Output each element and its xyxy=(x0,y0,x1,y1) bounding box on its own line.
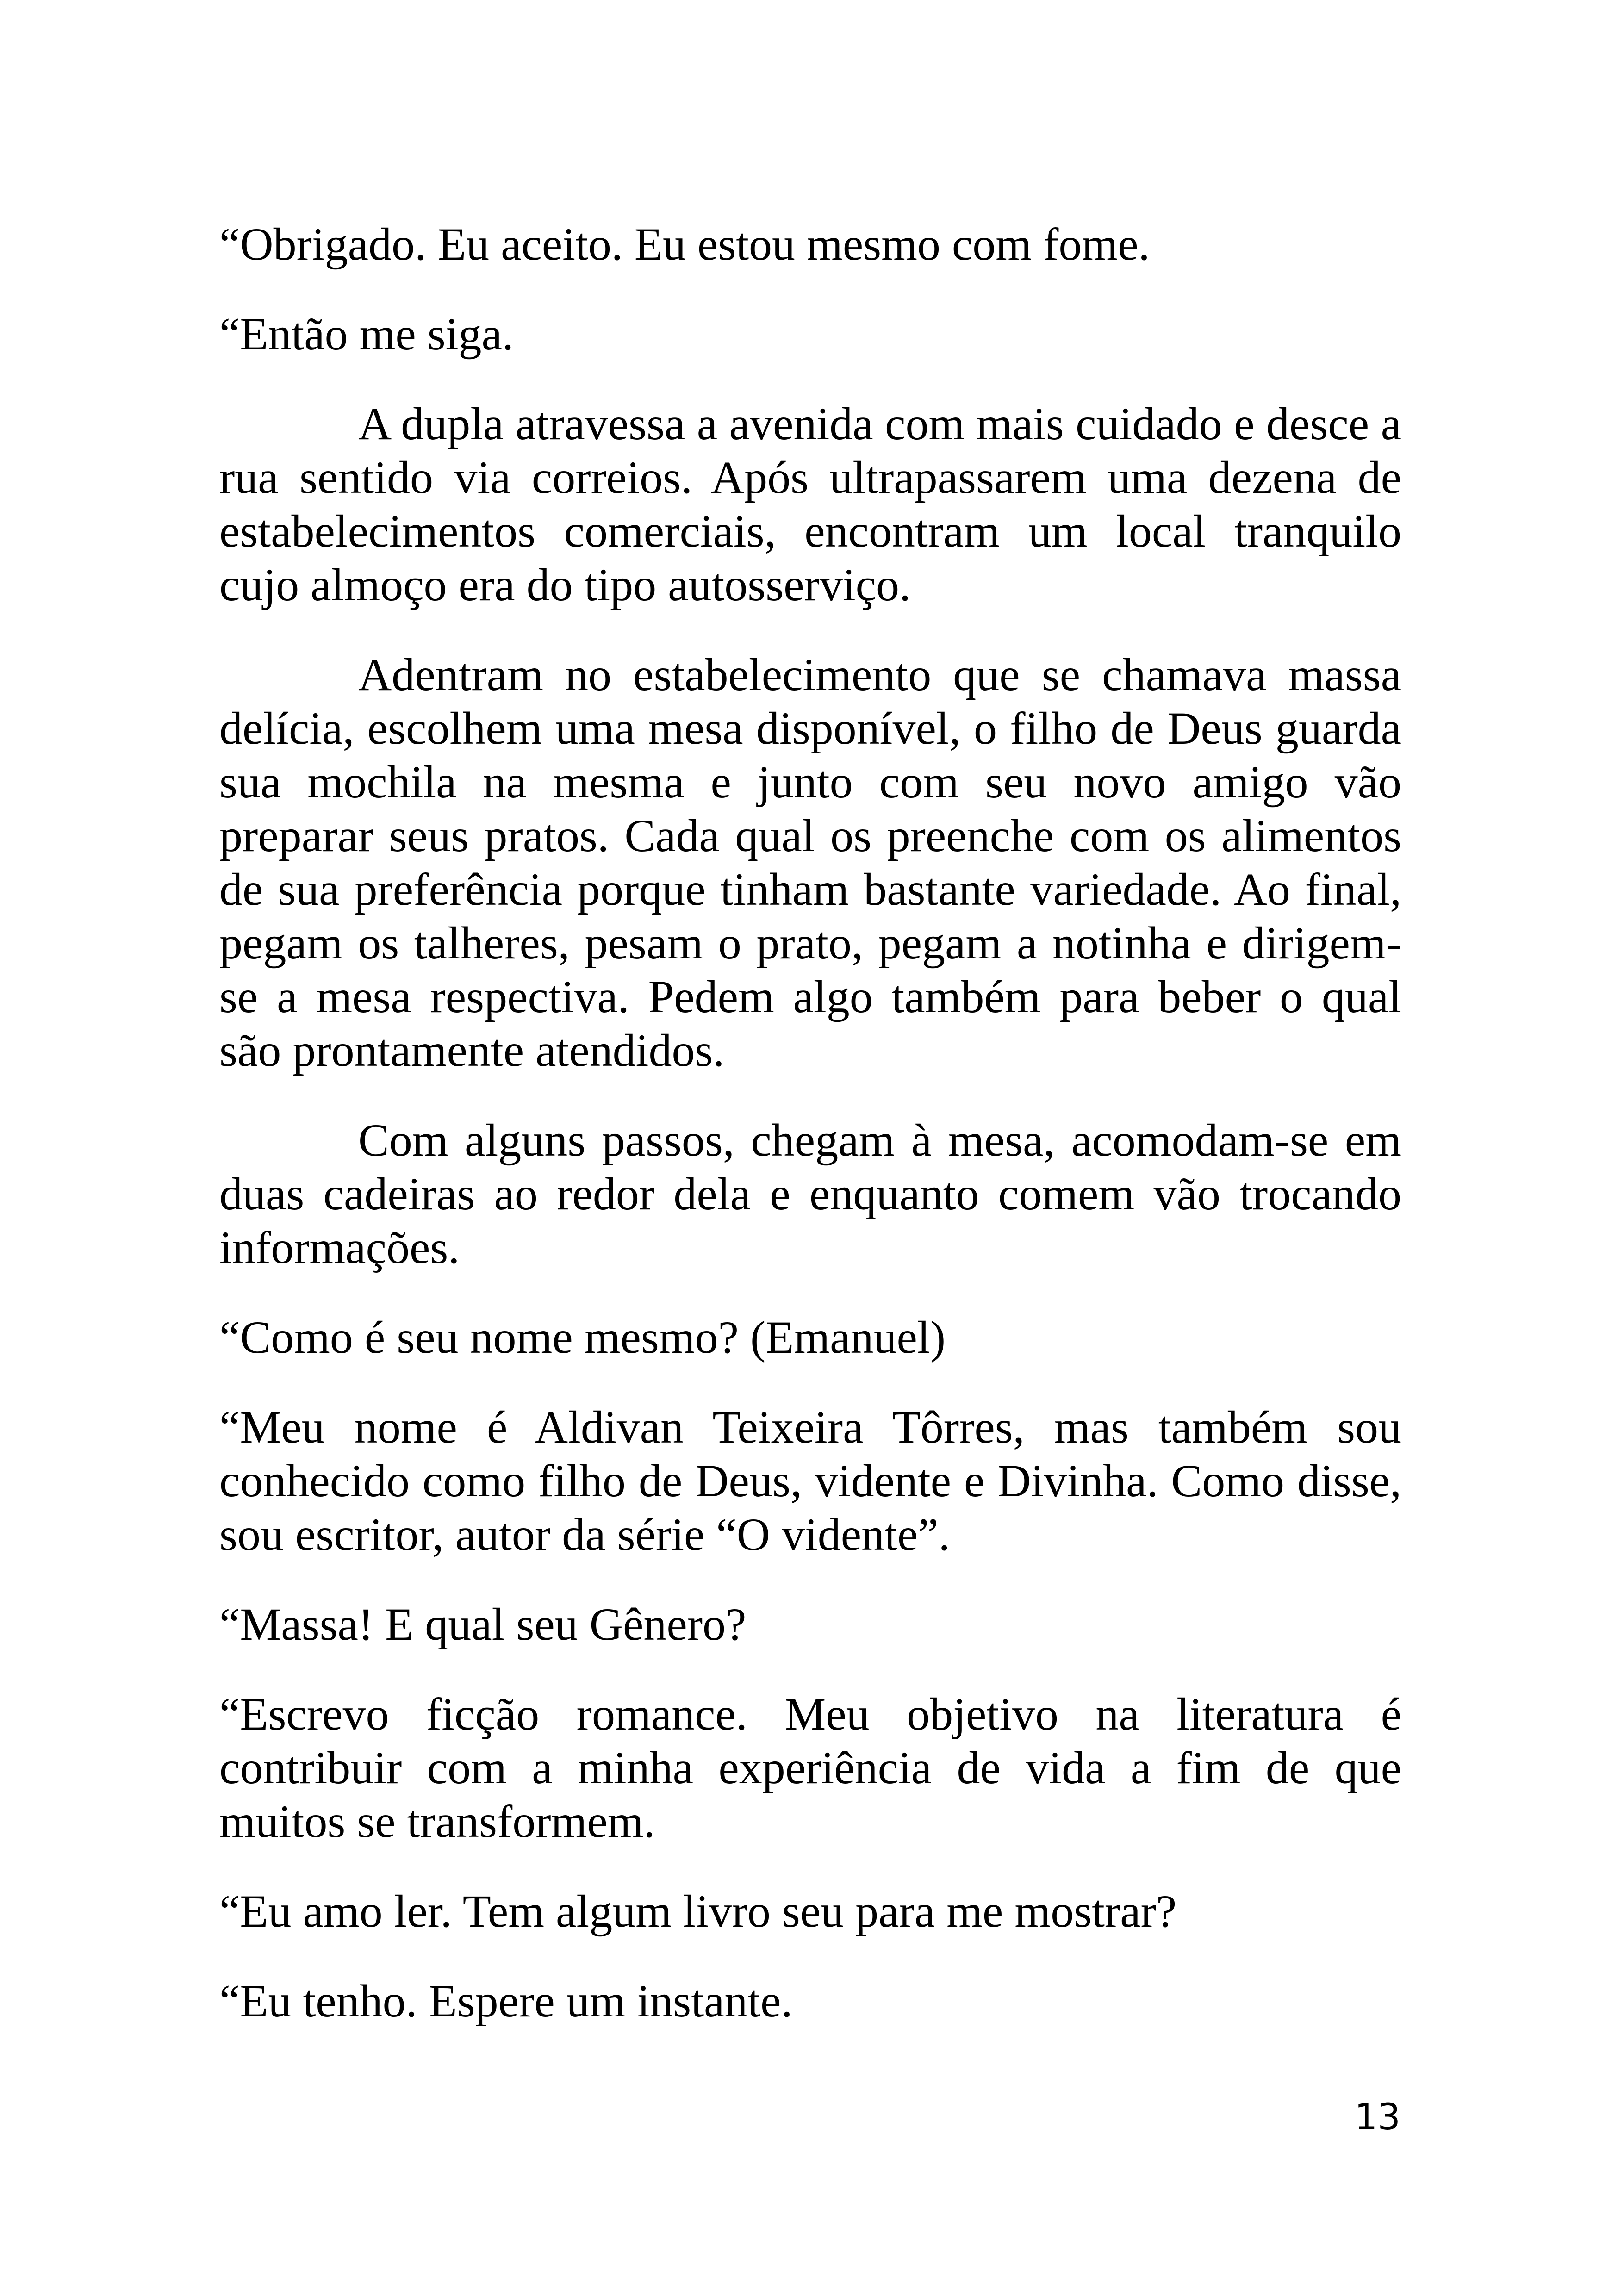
paragraph: Adentram no estabelecimento que se chamava massa delícia, escolhem uma mesa disponível, o filho de Deus guarda sua mochila na mesma e junto com seu novo amigo vão preparar seus pratos. Cada qual os preenche com os alimentos de sua preferência porque tinham bastante variedade. Ao final, pegam os talheres, pesam o prato, pegam a notinha e dirigem-se a mesa respectiva. Pedem algo também para beber o qual são prontamente atendidos. xyxy=(219,649,1401,1076)
paragraph: “Então me siga. xyxy=(219,308,514,360)
paragraph: A dupla atravessa a avenida com mais cuidado e desce a rua sentido via correios. Após ultrapassarem uma dezena de estabelecimentos comerciais, encontram um local tranquilo cujo almoço era do tipo autosserviço. xyxy=(219,398,1401,610)
paragraph: “Obrigado. Eu aceito. Eu estou mesmo com fome. xyxy=(219,218,1150,270)
paragraph: “Escrevo ficção romance. Meu objetivo na literatura é contribuir com a minha experiência de vida a fim de que muitos se transformem. xyxy=(219,1688,1401,1847)
page-number: 13 xyxy=(1354,2097,1400,2138)
paragraph: “Eu amo ler. Tem algum livro seu para me mostrar? xyxy=(219,1885,1177,1937)
paragraph: “Como é seu nome mesmo? (Emanuel) xyxy=(219,1312,946,1363)
paragraph: “Meu nome é Aldivan Teixeira Tôrres, mas também sou conhecido como filho de Deus, vidente e Divinha. Como disse, sou escritor, autor da série “O vidente”. xyxy=(219,1401,1401,1560)
paragraph: Com alguns passos, chegam à mesa, acomodam-se em duas cadeiras ao redor dela e enquanto comem vão trocando informações. xyxy=(219,1114,1401,1273)
paragraph: “Eu tenho. Espere um instante. xyxy=(219,1975,793,2027)
body-text xyxy=(219,218,1401,2064)
paragraph: “Massa! E qual seu Gênero? xyxy=(219,1599,747,1650)
